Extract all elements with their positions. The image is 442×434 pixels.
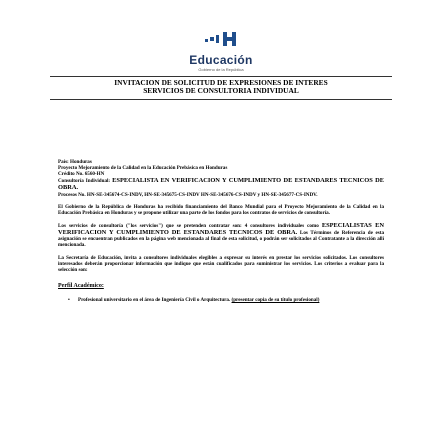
paragraph-financing: El Gobierno de la República de Honduras ha recibido financiamiento del Banco Mundial para el Proyecto Mejoramiento de la Calidad en la Educación Prebásica en Honduras y se propone utilizar una parte de los fondos para los contratos de servicios de consultoría. (58, 203, 384, 216)
services-emphasis: ESPECIALISTAS EN VERIFICACION Y CUMPLIMIENTO DE ESTANDARES TECNICOS DE OBRA. (58, 221, 384, 237)
bullet-icon: • (68, 296, 70, 303)
document-body (58, 159, 384, 303)
educacion-logo (0, 30, 442, 72)
credit-line: Crédito No. 6560-HN (58, 171, 105, 178)
title-rule-bottom (50, 99, 392, 100)
paragraph-invitation: La Secretaría de Educación, invita a consultores individuales elegibles a expresar su interés en prestar los servicios solicitados. Los consultores interesados deberán proporcionar información que indique que están cualificados para suministrar los servicios. Los criterios a evaluar para la selección son: (58, 254, 384, 273)
document-title (60, 79, 382, 96)
honduras-h-logo-icon (201, 30, 241, 48)
services-terms: Los Términos de Referencia de esta asignación se encuentran publicados en la página web mencionada al final de esta solicitud, o podrán ser solicitados al Contratante a la dirección allí mencionada. (58, 230, 384, 249)
list-item-text (78, 297, 319, 303)
country-line: País: Honduras (58, 159, 92, 165)
list-item (58, 297, 384, 303)
title-rule-top (50, 76, 392, 77)
consultancy-value: ESPECIALISTA EN VERIFICACION Y CUMPLIMIENTO DE ESTANDARES TECNICOS DE OBRA. (58, 177, 384, 192)
academic-profile-heading: Perfil Académico: (58, 282, 104, 289)
title-line-1: INVITACION DE SOLICITUD DE EXPRESIONES DE INTERES (114, 78, 328, 87)
logo-wordmark: Educación (189, 53, 253, 67)
project-line: Proyecto Mejoramiento de la Calidad en la Educación Prebásica en Honduras (58, 165, 228, 172)
paragraph-services (58, 222, 384, 249)
services-intro: Los servicios de consultoría ("los servicios") que se pretenden contratar son: 4 consultores individuales como (58, 222, 319, 229)
consultancy-label: Consultoría Individual: (58, 178, 111, 185)
process-numbers: Procesos No. HN-SE-345674-CS-INDV, HN-SE-345675-CS-INDV HN-SE-345676-CS-INDV y HN-SE-345677-CS-INDV. (58, 191, 318, 198)
requirement-note: (presentar copia de su título profesional) (231, 296, 320, 303)
header-info (58, 159, 384, 198)
logo-subtitle: Gobierno de la República (198, 67, 244, 72)
requirement-text: Profesional universitario en el área de Ingeniería Civil o Arquitectura. (78, 296, 231, 303)
title-line-2: SERVICIOS DE CONSULTORIA INDIVIDUAL (143, 86, 299, 96)
